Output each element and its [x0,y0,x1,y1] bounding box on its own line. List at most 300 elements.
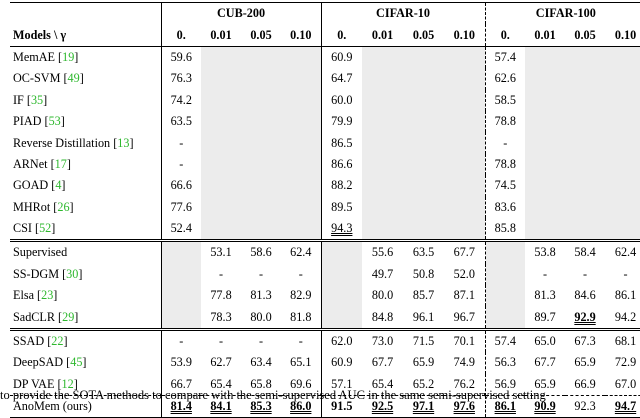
model-name-text: Supervised [13,245,68,260]
score-value: 77.8 [210,288,232,303]
score-cell [444,352,485,373]
empty-cell [201,90,241,111]
score-cell [485,197,525,218]
empty-cell [605,68,640,89]
score-value: - [258,266,264,281]
table-row [10,306,640,329]
empty-cell [403,111,444,132]
score-value: 65.0 [534,334,556,349]
score-value: 94.2 [614,309,637,324]
empty-cell [485,264,525,285]
score-value: 67.0 [614,376,637,391]
score-cell [161,68,201,89]
citation-link[interactable]: 26 [57,199,70,214]
score-cell [485,175,525,196]
empty-cell [281,175,321,196]
score-value: 83.6 [494,199,516,214]
score-cell [565,264,605,285]
score-cell [321,218,362,241]
score-value: 53.8 [534,245,556,260]
score-value: - [503,135,508,150]
empty-cell [161,264,201,285]
model-name: SS-DGM [30] [13,266,83,281]
model-name: MemAE [19] [10,46,161,68]
dataset-cub200-header: CUB-200 [161,3,321,25]
score-value: 65.4 [210,376,232,391]
gamma-header: 0. [321,24,362,46]
score-cell [161,46,201,68]
table-row [10,285,640,306]
score-value: 69.6 [290,376,312,391]
score-cell [403,329,444,352]
score-cell [201,352,241,373]
score-value: 55.6 [371,245,394,260]
score-cell [161,175,201,196]
empty-cell [161,285,201,306]
empty-cell [525,197,565,218]
empty-cell [362,46,403,68]
score-value: 62.7 [210,355,232,370]
score-cell [161,218,201,241]
empty-cell [403,90,444,111]
empty-cell [565,218,605,241]
score-value: 78.3 [210,309,232,324]
empty-cell [241,90,281,111]
empty-cell [281,197,321,218]
score-cell [281,306,321,329]
empty-cell [444,46,485,68]
empty-cell [403,218,444,241]
score-cell [362,285,403,306]
score-value: 89.5 [331,199,353,214]
model-name: DeepSAD [45] [13,355,87,370]
table-row [10,90,640,111]
score-value: 78.8 [494,156,516,171]
empty-cell [403,175,444,196]
score-value: 92.9 [574,309,596,324]
empty-cell [281,46,321,68]
score-value: - [542,266,548,281]
score-value: 87.1 [453,288,475,303]
table-row [10,175,640,196]
empty-cell [525,132,565,153]
empty-cell [281,218,321,241]
empty-cell [281,90,321,111]
empty-cell [444,68,485,89]
empty-cell [605,46,640,68]
score-cell [485,90,525,111]
table-row [10,197,640,218]
caption-text: to provide the SOTA methods to compare with the semi-supervised AUC in the same semi-supervised setting [0,388,546,402]
score-cell [565,306,605,329]
citation-link[interactable]: 35 [30,92,44,107]
score-cell [241,306,281,329]
empty-cell [485,306,525,329]
score-value: 72.9 [614,355,637,370]
score-cell [444,329,485,352]
score-cell [201,329,241,352]
empty-cell [444,111,485,132]
score-cell [241,264,281,285]
score-cell [241,285,281,306]
empty-cell [565,111,605,132]
score-cell [281,329,321,352]
model-name-text: SSAD [13,334,45,349]
empty-cell [241,218,281,241]
score-value: 84.6 [574,288,596,303]
model-name: ARNet [17] [13,156,71,171]
score-value: 68.1 [614,334,637,349]
score-value: 58.6 [250,245,272,260]
score-cell [281,352,321,373]
score-cell [605,306,640,329]
score-cell [321,352,362,373]
empty-cell [362,132,403,153]
empty-cell [525,46,565,68]
empty-cell [565,154,605,175]
model-name-text: IF [13,92,24,107]
score-cell [321,46,362,68]
empty-cell [565,132,605,153]
score-value: 90.9 [534,399,556,414]
model-name-text: Elsa [13,288,34,303]
gamma-header: 0.10 [290,27,312,42]
table-row [10,132,640,153]
score-value: 86.1 [494,399,516,414]
models-gamma-header: Models \ γ [13,27,67,42]
score-value: 66.6 [170,178,192,193]
model-name-text: OC-SVM [13,71,61,86]
table-row [10,111,640,132]
empty-cell [565,175,605,196]
citation-link[interactable]: 23 [41,288,54,303]
score-value: 85.3 [250,399,272,414]
empty-cell [321,285,362,306]
empty-cell [201,197,241,218]
score-cell [201,285,241,306]
citation-link[interactable]: 17 [54,156,67,171]
score-value: 77.6 [170,199,192,214]
score-value: 62.0 [331,334,353,349]
empty-cell [321,306,362,329]
gamma-header: 0. [161,24,201,46]
score-value: - [298,266,303,281]
score-value: 88.2 [331,178,353,193]
model-name-text: MemAE [13,49,55,64]
score-cell [321,197,362,218]
model-name: Reverse Distillation [13] [13,135,134,150]
score-cell [201,264,241,285]
empty-cell [444,154,485,175]
empty-cell [605,132,640,153]
score-cell [485,218,525,241]
score-value: 86.6 [331,156,353,171]
table-row [10,329,640,352]
score-value: 65.9 [574,355,596,370]
empty-cell [444,175,485,196]
model-name-text: DeepSAD [13,355,64,370]
table-row [10,154,640,175]
score-cell [485,132,525,153]
empty-cell [362,154,403,175]
score-value: - [258,334,264,349]
score-cell [605,329,640,352]
score-cell [161,329,201,352]
score-cell [321,68,362,89]
empty-cell [362,111,403,132]
empty-cell [485,285,525,306]
score-value: 97.1 [412,399,435,414]
empty-cell [565,197,605,218]
results-table [10,2,640,418]
score-value: 94.3 [331,221,353,236]
gamma-header: 0.05 [250,27,272,42]
score-value: 67.7 [534,355,556,370]
model-name: SadCLR [29] [13,309,79,324]
score-value: 58.5 [494,92,516,107]
table-row [10,46,640,68]
score-value: 85.7 [412,288,435,303]
empty-cell [201,46,241,68]
empty-cell [201,68,241,89]
score-value: 70.1 [453,334,475,349]
score-value: 65.4 [371,376,394,391]
score-value: 92.5 [371,399,394,414]
score-value: 96.7 [453,309,475,324]
score-value: 62.4 [290,245,312,260]
score-value: 64.7 [331,71,353,86]
score-cell [605,352,640,373]
empty-cell [201,111,241,132]
score-value: 79.9 [331,114,353,129]
citation-link[interactable]: 29 [62,309,75,324]
gamma-header: 0. [485,24,525,46]
gamma-header: 0.01 [210,27,232,42]
empty-cell [281,68,321,89]
empty-cell [605,197,640,218]
score-cell [444,241,485,264]
score-cell [525,329,565,352]
score-value: 85.8 [494,221,516,236]
empty-cell [403,197,444,218]
model-name: DP VAE [12] [13,376,78,391]
table-row [10,352,640,373]
empty-cell [321,241,362,264]
score-cell [161,352,201,373]
citation-link[interactable]: 13 [117,135,130,150]
score-cell [605,241,640,264]
score-cell [444,264,485,285]
empty-cell [525,68,565,89]
score-value: 91.5 [331,399,353,414]
score-value: 81.3 [534,288,556,303]
score-cell [605,264,640,285]
score-cell [565,285,605,306]
score-value: 49.7 [371,266,394,281]
score-value: 80.0 [371,288,394,303]
score-value: 97.6 [453,399,475,414]
empty-cell [444,218,485,241]
score-value: 62.6 [494,71,516,86]
score-cell [321,154,362,175]
model-name-text: ARNet [13,156,48,171]
empty-cell [281,132,321,153]
score-value: 67.3 [574,334,596,349]
score-value: 86.5 [331,135,353,150]
score-value: 62.4 [614,245,637,260]
empty-cell [201,175,241,196]
gamma-header: 0.01 [371,27,394,42]
score-value: - [179,334,184,349]
score-value: 52.0 [453,266,475,281]
citation-link[interactable]: 22 [51,334,64,349]
score-value: 73.0 [371,334,394,349]
header-blank [10,3,161,25]
score-cell [403,352,444,373]
model-name-text: SS-DGM [13,266,60,281]
model-name: MHRot [26] [13,199,74,214]
model-name-text: MHRot [13,199,51,214]
model-name: OC-SVM [49] [13,71,84,86]
empty-cell [525,154,565,175]
score-value: 65.9 [534,376,556,391]
score-cell [565,329,605,352]
empty-cell [525,111,565,132]
empty-cell [362,175,403,196]
empty-cell [525,218,565,241]
citation-link[interactable]: 12 [61,376,74,391]
score-cell [485,111,525,132]
score-cell [362,306,403,329]
score-cell [321,329,362,352]
empty-cell [565,68,605,89]
citation-link[interactable]: 19 [62,49,75,64]
empty-cell [403,132,444,153]
score-value: 96.1 [412,309,435,324]
score-value: 78.8 [494,114,516,129]
score-cell [362,264,403,285]
score-cell [201,306,241,329]
score-cell [321,175,362,196]
citation-link[interactable]: 4 [55,178,62,193]
score-value: 65.9 [412,355,435,370]
empty-cell [241,46,281,68]
model-name-text: DP VAE [13,376,55,391]
score-value: 86.1 [614,288,637,303]
empty-cell [321,264,362,285]
table-row [10,264,640,285]
empty-cell [241,175,281,196]
empty-cell [525,90,565,111]
score-value: 67.7 [371,355,394,370]
score-value: 57.4 [494,334,516,349]
score-value: 53.1 [210,245,232,260]
score-cell [161,111,201,132]
score-cell [161,197,201,218]
score-value: 74.5 [494,178,516,193]
score-value: 74.2 [170,92,192,107]
table-row [10,241,640,264]
gamma-header: 0.10 [453,27,475,42]
empty-cell [605,111,640,132]
score-value: 60.9 [331,49,353,64]
empty-cell [241,154,281,175]
score-cell [485,68,525,89]
citation-link[interactable]: 49 [67,71,80,86]
score-cell [161,132,201,153]
empty-cell [403,68,444,89]
citation-link[interactable]: 52 [39,221,52,236]
empty-cell [605,90,640,111]
score-value: 71.5 [412,334,435,349]
empty-cell [241,197,281,218]
score-cell [362,329,403,352]
score-value: 63.5 [170,114,192,129]
model-name: SSAD [22] [10,329,161,352]
score-cell [485,154,525,175]
score-cell [281,285,321,306]
table-row [10,68,640,89]
citation-link[interactable]: 30 [66,266,79,281]
empty-cell [161,241,201,264]
score-value: - [298,334,303,349]
score-value: 50.8 [412,266,435,281]
empty-cell [444,132,485,153]
score-value: 82.9 [290,288,312,303]
score-value: 60.9 [331,355,353,370]
empty-cell [605,175,640,196]
score-value: 66.7 [170,376,192,391]
model-name-text: PIAD [13,114,42,129]
empty-cell [281,154,321,175]
model-name: IF [35] [13,92,48,107]
model-name: PIAD [53] [13,114,65,129]
score-cell [525,241,565,264]
score-cell [403,306,444,329]
empty-cell [403,46,444,68]
score-value: 56.9 [494,376,516,391]
score-cell [403,285,444,306]
score-value: 80.0 [250,309,272,324]
score-cell [241,241,281,264]
score-value: 76.3 [170,71,192,86]
score-cell [403,264,444,285]
empty-cell [362,218,403,241]
score-value: 65.2 [412,376,435,391]
score-cell [201,241,241,264]
score-value: 86.0 [290,399,312,414]
score-value: 58.4 [574,245,596,260]
score-cell [444,306,485,329]
score-value: 76.2 [453,376,475,391]
score-value: 89.7 [534,309,556,324]
model-name-text: SadCLR [13,309,55,324]
citation-link[interactable]: 53 [48,114,61,129]
score-cell [321,90,362,111]
model-name: CSI [52] [13,221,56,236]
dataset-cifar10-header: CIFAR-10 [321,3,485,25]
dataset-cifar100-header: CIFAR-100 [485,3,640,25]
empty-cell [201,132,241,153]
empty-cell [161,306,201,329]
score-value: 65.1 [290,355,312,370]
citation-link[interactable]: 45 [70,355,83,370]
empty-cell [281,111,321,132]
empty-cell [485,241,525,264]
score-value: 84.8 [371,309,394,324]
score-cell [161,154,201,175]
gamma-header: 0.10 [614,27,637,42]
